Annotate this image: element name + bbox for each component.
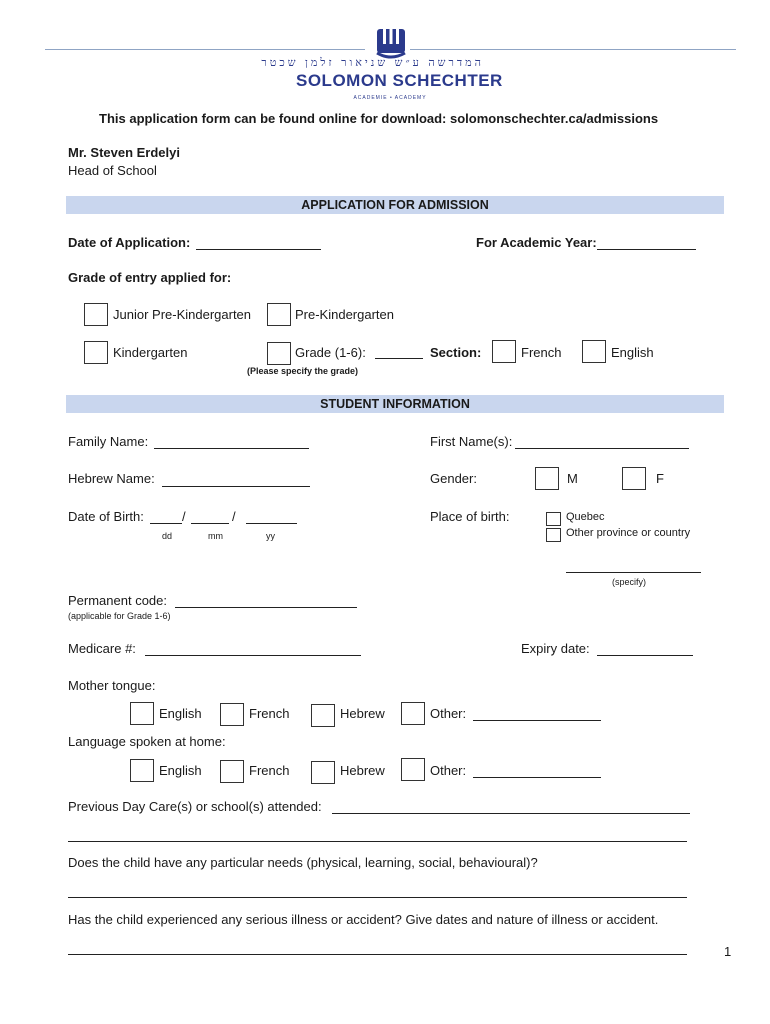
- previous-daycare-label: Previous Day Care(s) or school(s) attended:: [68, 799, 322, 814]
- grade-field[interactable]: [375, 358, 423, 359]
- previous-daycare-field-2[interactable]: [68, 841, 687, 842]
- mother-hebrew-checkbox[interactable]: [311, 704, 335, 727]
- permanent-code-label: Permanent code:: [68, 593, 168, 608]
- dob-separator-2: /: [232, 509, 236, 524]
- home-other-field[interactable]: [473, 777, 601, 778]
- school-name: SOLOMON SCHECHTER: [296, 71, 503, 90]
- mother-french-checkbox[interactable]: [220, 703, 244, 726]
- section-french-label: French: [521, 345, 562, 360]
- header-rule-right: [410, 49, 736, 50]
- gender-f-checkbox[interactable]: [622, 467, 646, 490]
- mother-english-label: English: [159, 706, 202, 721]
- dob-mm-hint: mm: [208, 531, 223, 541]
- family-name-label: Family Name:: [68, 434, 149, 449]
- prek-checkbox[interactable]: [267, 303, 291, 326]
- dob-mm-field[interactable]: [191, 523, 229, 524]
- place-specify-hint: (specify): [612, 577, 647, 587]
- kindergarten-checkbox[interactable]: [84, 341, 108, 364]
- home-french-checkbox[interactable]: [220, 760, 244, 783]
- serious-illness-field[interactable]: [68, 954, 687, 955]
- quebec-checkbox[interactable]: [546, 512, 561, 526]
- kindergarten-label: Kindergarten: [113, 345, 188, 360]
- home-french-label: French: [249, 763, 290, 778]
- permanent-code-note: (applicable for Grade 1-6): [68, 611, 171, 621]
- grade-checkbox[interactable]: [267, 342, 291, 365]
- particular-needs-label: Does the child have any particular needs (physical, learning, social, behavioural)?: [68, 855, 538, 870]
- expiry-label: Expiry date:: [521, 641, 590, 656]
- first-names-label: First Name(s):: [430, 434, 513, 449]
- medicare-field[interactable]: [145, 655, 361, 656]
- mother-other-label: Other:: [430, 706, 467, 721]
- family-name-field[interactable]: [154, 448, 309, 449]
- place-specify-field[interactable]: [566, 572, 701, 573]
- specify-grade-note: (Please specify the grade): [247, 366, 359, 376]
- junior-prek-label: Junior Pre-Kindergarten: [113, 307, 252, 322]
- home-other-label: Other:: [430, 763, 467, 778]
- expiry-field[interactable]: [597, 655, 693, 656]
- gender-f-label: F: [656, 471, 664, 486]
- permanent-code-field[interactable]: [175, 607, 357, 608]
- grade-label: Grade (1-6):: [295, 345, 366, 360]
- date-of-application-label: Date of Application:: [68, 235, 191, 250]
- home-other-checkbox[interactable]: [401, 758, 425, 781]
- section-english-checkbox[interactable]: [582, 340, 606, 363]
- head-title: Head of School: [68, 163, 157, 178]
- dob-dd-hint: dd: [162, 531, 173, 541]
- medicare-label: Medicare #:: [68, 641, 136, 656]
- mother-hebrew-label: Hebrew: [340, 706, 385, 721]
- academic-year-label: For Academic Year:: [476, 235, 597, 250]
- section-label: Section:: [430, 345, 482, 360]
- head-name: Mr. Steven Erdelyi: [68, 145, 180, 160]
- grade-entry-label: Grade of entry applied for:: [68, 270, 232, 285]
- page-number: 1: [724, 944, 732, 959]
- quebec-label: Quebec: [566, 511, 605, 523]
- hebrew-name-field[interactable]: [162, 486, 310, 487]
- section-english-label: English: [611, 345, 654, 360]
- section-french-checkbox[interactable]: [492, 340, 516, 363]
- mother-french-label: French: [249, 706, 290, 721]
- language-home-label: Language spoken at home:: [68, 734, 226, 749]
- download-note: This application form can be found online for download: solomonschechter.ca/admissions: [99, 111, 659, 126]
- home-english-label: English: [159, 763, 202, 778]
- dob-dd-field[interactable]: [150, 523, 182, 524]
- prek-label: Pre-Kindergarten: [295, 307, 394, 322]
- home-hebrew-label: Hebrew: [340, 763, 385, 778]
- dob-yy-field[interactable]: [246, 523, 297, 524]
- previous-daycare-field[interactable]: [332, 813, 690, 814]
- mother-english-checkbox[interactable]: [130, 702, 154, 725]
- header-rule-left: [45, 49, 365, 50]
- gender-m-checkbox[interactable]: [535, 467, 559, 490]
- gender-label: Gender:: [430, 471, 477, 486]
- mother-other-field[interactable]: [473, 720, 601, 721]
- place-of-birth-label: Place of birth:: [430, 509, 510, 524]
- academic-year-field[interactable]: [597, 249, 696, 250]
- mother-tongue-label: Mother tongue:: [68, 678, 156, 693]
- first-names-field[interactable]: [515, 448, 689, 449]
- serious-illness-label: Has the child experienced any serious illness or accident? Give dates and nature of illness or accident.: [68, 912, 659, 927]
- junior-prek-checkbox[interactable]: [84, 303, 108, 326]
- dob-label: Date of Birth:: [68, 509, 144, 524]
- gender-m-label: M: [567, 471, 578, 486]
- mother-other-checkbox[interactable]: [401, 702, 425, 725]
- application-bar: APPLICATION FOR ADMISSION: [66, 196, 724, 214]
- other-province-label: Other province or country: [566, 527, 691, 539]
- date-of-application-field[interactable]: [196, 249, 321, 250]
- dob-yy-hint: yy: [266, 531, 275, 541]
- student-info-bar: STUDENT INFORMATION: [66, 395, 724, 413]
- school-hebrew-name: המדרשה ע״ש שניאור זלמן שכטר: [261, 56, 484, 69]
- particular-needs-field[interactable]: [68, 897, 687, 898]
- home-hebrew-checkbox[interactable]: [311, 761, 335, 784]
- dob-separator-1: /: [182, 509, 186, 524]
- hebrew-name-label: Hebrew Name:: [68, 471, 155, 486]
- home-english-checkbox[interactable]: [130, 759, 154, 782]
- other-province-checkbox[interactable]: [546, 528, 561, 542]
- school-academy: ACADEMIE • ACADEMY: [353, 95, 427, 101]
